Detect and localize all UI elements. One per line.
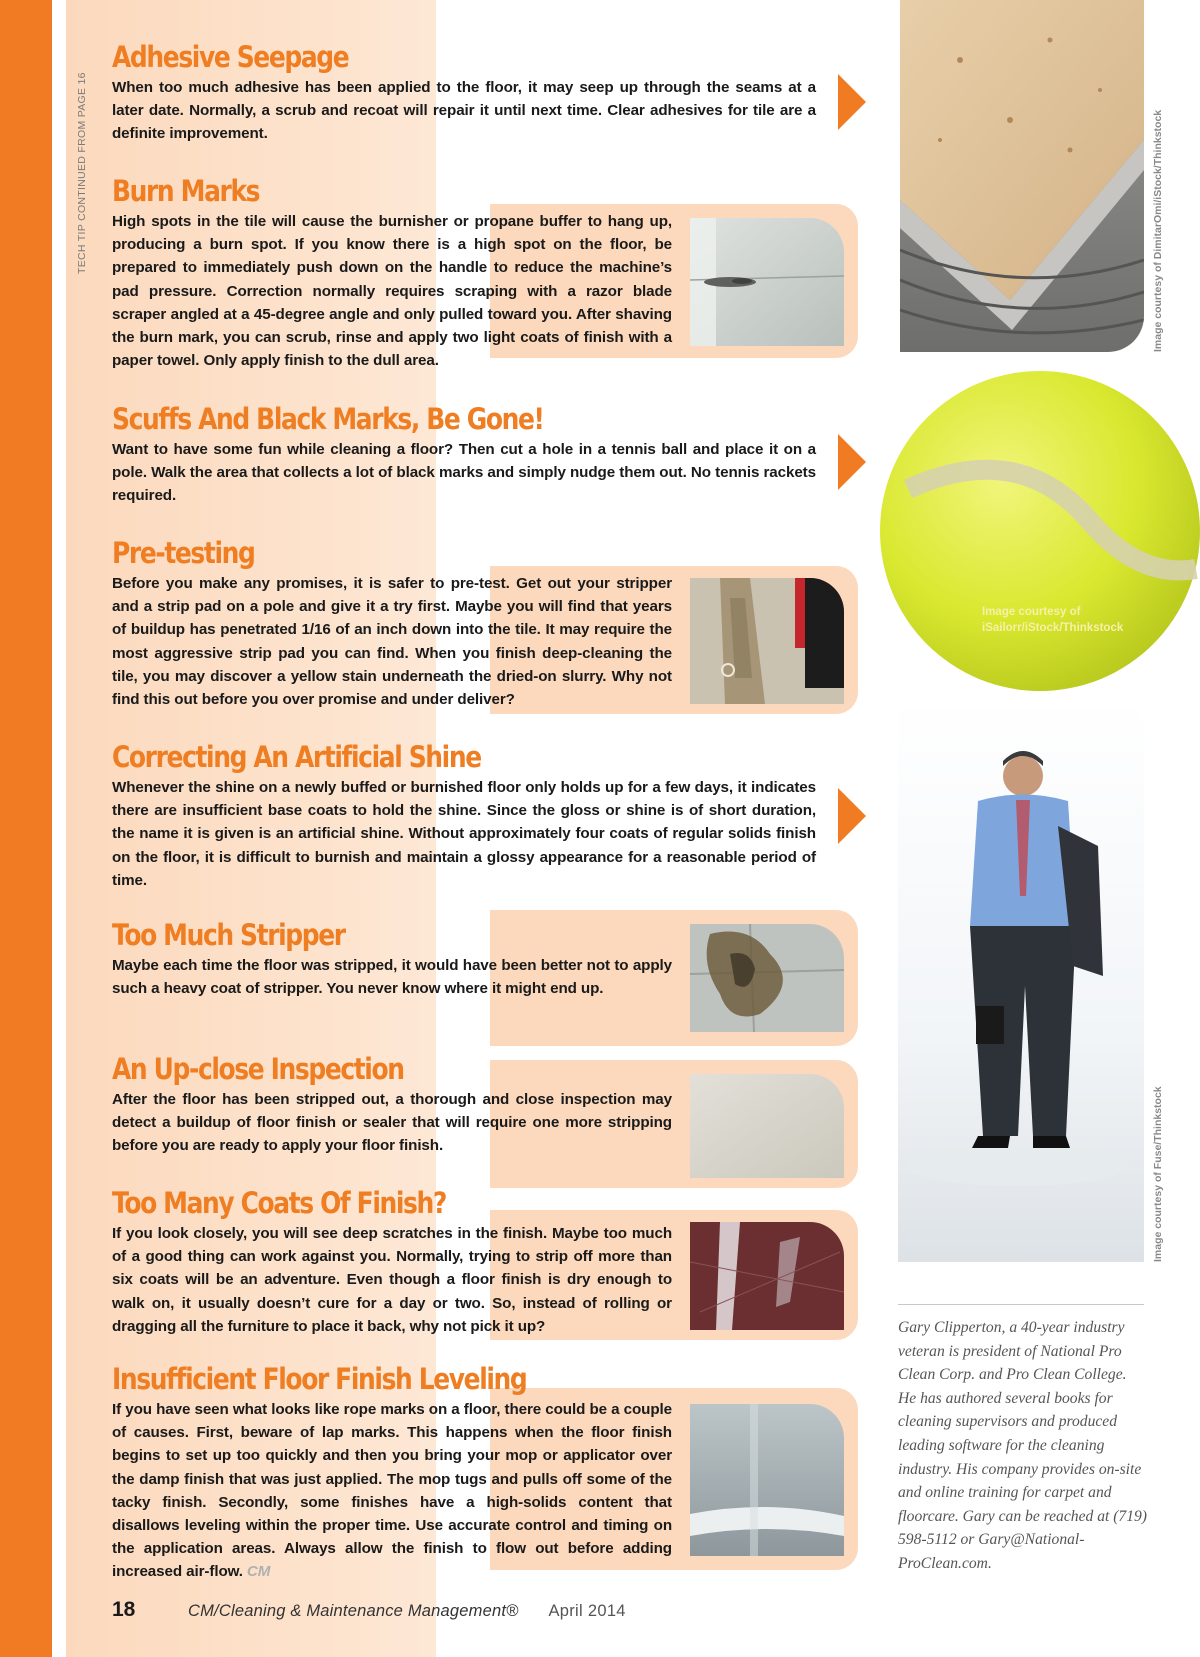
- author-bio: Gary Clipperton, a 40-year industry veteran is president of National Pro Clean Corp. and Pro Clean College. He has authored several books for cleaning supervisors and produced leading software for the cleaning industry. His company provides on-site and online training for carpet and floorcare. Gary can be reached at (719) 598-5112 or Gary@National-ProClean.com.: [898, 1319, 1147, 1572]
- section-adhesive-seepage: [112, 38, 816, 146]
- section-heading: Pre-testing: [112, 536, 255, 570]
- section-body: Maybe each time the floor was stripped, it would have been better not to apply such a heavy coat of stripper. You never know where it might end up.: [112, 957, 672, 998]
- section-body: High spots in the tile will cause the burnisher or propane buffer to hang up, producing a burn spot. If you know there is a high spot on the floor, be prepared to immediately push down on the handle to reduce the machine’s pad pressure. Correction normally requires scraping with a razor blade scraper angled at a 45-degree angle and only pulled toward you. After shaving the burn mark, you can scrub, rinse and apply two light coats of finish with a paper towel. Only apply finish to the dull area.: [112, 213, 672, 370]
- issue-date: April 2014: [548, 1602, 626, 1620]
- section-body: If you look closely, you will see deep scratches in the finish. Maybe too much of a good thing can work against you. Normally, trying to strip off more than six coats will be an adventure. Even though a floor finish is dry enough to walk on, it usually doesn’t cure for a day or two. So, instead of rolling or dragging all the furniture to place it back, why not pick it up?: [112, 1225, 672, 1335]
- arrow-scuffs: [838, 434, 866, 490]
- end-mark: CM: [246, 1563, 271, 1581]
- ball-credit-line-2: iSailorr/iStock/Thinkstock: [982, 622, 1124, 634]
- coats-photo: [690, 1222, 844, 1330]
- ball-photo-credit: [982, 604, 1123, 636]
- section-heading: Insufficient Floor Finish Leveling: [112, 1362, 527, 1396]
- leveling-photo: [690, 1404, 844, 1556]
- section-heading: Scuffs And Black Marks, Be Gone!: [112, 402, 544, 436]
- section-scuffs: [112, 400, 816, 508]
- section-heading: Too Much Stripper: [112, 918, 345, 952]
- tennis-ball-icon: [878, 369, 1200, 693]
- section-body: When too much adhesive has been applied to the floor, it may seep up through the seams at a later date. Normally, a scrub and recoat will repair it until next time. Clear adhesives for tile are a definite improvement.: [112, 79, 816, 143]
- section-body: Before you make any promises, it is safer to pre-test. Get out your stripper and a strip pad on a pole and give it a try first. Maybe you will find that years of buildup has penetrated 1/16 of an inch down into the tile. It may require the most aggressive strip pad you can find. When you finish deep-cleaning the tile, you may discover a yellow stain underneath the dried-on slurry. Why not find this out before you over promise and under deliver?: [112, 575, 672, 709]
- section-body: Whenever the shine on a newly buffed or burnished floor only holds up for a few days, it indicates there are insufficient base coats to hold the shine. Since the gloss or shine is of short duration, the name it is given is an artificial shine. Without approximately four coats of regular solids finish on the floor, it is difficult to burnish and maintain a glossy appearance for a reasonable period of time.: [112, 779, 816, 889]
- section-body: Want to have some fun while cleaning a floor? Then cut a hole in a tennis ball and place it on a pole. Walk the area that collects a lot of black marks and simply nudge them out. No tennis rackets required.: [112, 441, 816, 505]
- page-gap: [52, 0, 66, 1657]
- section-artificial-shine: [112, 738, 816, 892]
- section-heading: Too Many Coats Of Finish?: [112, 1186, 447, 1220]
- section-leveling: [112, 1360, 672, 1584]
- pretest-photo: [690, 578, 844, 704]
- section-body-text: If you have seen what looks like rope marks on a floor, there could be a couple of causes. First, beware of lap marks. This happens when the floor finish begins to set up too quickly and then you bring your mop or applicator over the damp finish that was just applied. The mop tugs and pulls off some of the tacky finish. Secondly, some finishes have a high-solids content that disallows leveling within the proper time. Use accurate control and timing on the application areas. Always allow the finish to flow out before adding increased air-flow.: [112, 1401, 672, 1581]
- section-inspection: [112, 1050, 672, 1158]
- page-footer: [112, 1598, 626, 1628]
- adhesive-tile-photo: [900, 0, 1144, 352]
- section-heading: Adhesive Seepage: [112, 40, 349, 74]
- section-heading: Burn Marks: [112, 174, 260, 208]
- section-pre-testing: [112, 534, 672, 711]
- arrow-shine: [838, 788, 866, 844]
- businessman-photo-credit: Image courtesy of Fuse/Thinkstock: [1152, 1086, 1164, 1262]
- continued-note: TECH TIP CONTINUED FROM PAGE 16: [76, 72, 88, 274]
- section-heading: Correcting An Artificial Shine: [112, 740, 481, 774]
- page-number: 18: [112, 1598, 136, 1621]
- adhesive-photo-credit: Image courtesy of DimitarOmi/iStock/Thinkstock: [1152, 109, 1164, 352]
- stripper-photo: [690, 924, 844, 1032]
- ball-credit-line-1: Image courtesy of: [982, 606, 1081, 618]
- page-edge-stripe: [0, 0, 52, 1657]
- magazine-name: CM/Cleaning & Maintenance Management®: [188, 1602, 519, 1620]
- section-body: [112, 1398, 672, 1584]
- inspection-photo: [690, 1074, 844, 1178]
- burn-mark-photo: [690, 218, 844, 346]
- section-body: After the floor has been stripped out, a thorough and close inspection may detect a buildup of floor finish or sealer that will require one more stripping before you are ready to apply your floor finish.: [112, 1091, 672, 1155]
- bio-divider: [898, 1304, 1144, 1305]
- section-too-many-coats: [112, 1184, 672, 1338]
- businessman-photo: [898, 696, 1144, 1262]
- section-too-much-stripper: [112, 916, 672, 1000]
- section-burn-marks: [112, 172, 672, 372]
- arrow-adhesive: [838, 74, 866, 130]
- section-heading: An Up-close Inspection: [112, 1052, 404, 1086]
